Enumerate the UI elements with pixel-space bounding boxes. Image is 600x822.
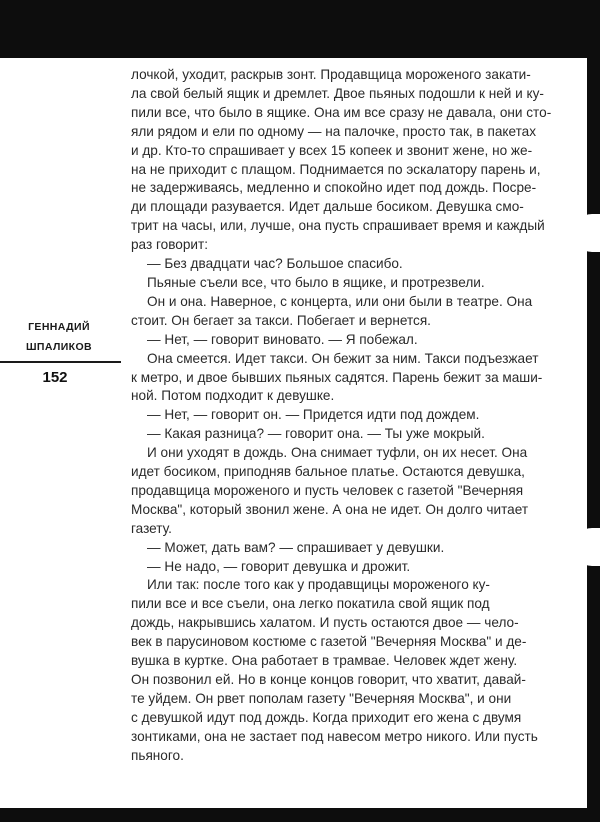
text-line: — Может, дать вам? — спрашивает у девушки. bbox=[147, 539, 445, 555]
text-line: Он позвонил ей. Но в конце концов говорит, что хватит, давай- bbox=[131, 672, 526, 687]
bottom-frame-bar bbox=[0, 808, 600, 822]
text-line: И они уходят в дождь. Она снимает туфли, он их несет. Она bbox=[147, 445, 528, 461]
text-line: раз говорит: bbox=[131, 237, 208, 253]
text-line: к метро, и двое бывших пьяных садятся. Парень бежит за маши- bbox=[131, 369, 543, 385]
text-line: — Нет, — говорит он. — Придется идти под дождем. bbox=[147, 407, 480, 423]
page-number: 152 bbox=[42, 369, 68, 386]
text-line: лочкой, уходит, раскрыв зонт. Продавщица мороженого закати- bbox=[131, 67, 531, 82]
text-line: — Без двадцати час? Большое спасибо. bbox=[147, 256, 403, 272]
page-edge-notch-top bbox=[573, 214, 600, 252]
top-frame-bar bbox=[0, 0, 600, 58]
text-line: яли рядом и ели по одному — на палочке, просто так, в пакетах bbox=[131, 123, 537, 139]
author-last-name: ШПАЛИКОВ bbox=[25, 341, 93, 353]
running-head-rule bbox=[0, 361, 121, 363]
text-line: Москва", который звонил жене. А она не идет. Он долго читает bbox=[131, 501, 529, 517]
text-line: — Нет, — говорит виновато. — Я побежал. bbox=[147, 331, 418, 347]
text-line: зонтиками, она не застает под навесом метро никого. Или пусть bbox=[131, 728, 538, 744]
text-line: с девушкой идут под дождь. Когда приходит его жена с двумя bbox=[131, 709, 522, 725]
author-first-name: ГЕННАДИЙ bbox=[28, 321, 90, 333]
page-edge-notch-bottom bbox=[573, 528, 600, 566]
text-line: Она смеется. Идет такси. Он бежит за ним. Такси подъезжает bbox=[147, 350, 539, 366]
text-line: Пьяные съели все, что было в ящике, и протрезвели. bbox=[147, 274, 485, 290]
text-line: не задерживаясь, медленно и спокойно идет под дождь. Посре- bbox=[131, 180, 537, 196]
text-line: — Какая разница? — говорит она. — Ты уже мокрый. bbox=[147, 426, 485, 442]
text-line: Или так: после того как у продавщицы мороженого ку- bbox=[147, 577, 490, 593]
text-line: газету. bbox=[131, 520, 172, 536]
text-line: ди площади разувается. Идет дальше босиком. Девушка смо- bbox=[131, 199, 524, 215]
text-line: — Не надо, — говорит девушка и дрожит. bbox=[147, 558, 411, 574]
text-line: ной. Потом подходит к девушке. bbox=[131, 388, 335, 404]
body-text bbox=[131, 66, 551, 766]
text-line: продавщица мороженого и пусть человек с газетой "Вечерняя bbox=[131, 482, 524, 498]
text-line: вушка в куртке. Она работает в трамвае. Человек ждет жену. bbox=[131, 653, 518, 669]
text-line: пьяного. bbox=[131, 747, 184, 763]
text-line: дождь, накрывшись халатом. И пусть остаются двое — чело- bbox=[131, 615, 519, 631]
text-line: и др. Кто-то спрашивает у всех 15 копеек и звонит жене, но же- bbox=[131, 142, 533, 158]
text-line: идет босиком, приподняв бальное платье. Остаются девушка, bbox=[131, 464, 525, 480]
right-frame-bar bbox=[587, 0, 600, 822]
text-line: век в парусиновом костюме с газетой "Вечерняя Москва" и де- bbox=[131, 634, 527, 650]
text-line: трит на часы, или, лучше, она пусть спрашивает время и каждый bbox=[131, 218, 545, 234]
text-line: на не приходит с плащом. Поднимается по эскалатору парень и, bbox=[131, 161, 541, 177]
text-line: стоит. Он бегает за такси. Побегает и вернется. bbox=[131, 312, 431, 328]
text-line: пили все и все съели, она легко покатила свой ящик под bbox=[131, 596, 490, 612]
text-line: Он и она. Наверное, с концерта, или они были в театре. Она bbox=[147, 293, 533, 309]
text-line: пили все, что было в ящике. Она им все сразу не давала, они сто- bbox=[131, 104, 552, 120]
text-line: ла свой белый ящик и дремлет. Двое пьяных подошли к ней и ку- bbox=[131, 85, 544, 101]
text-line: те уйдем. Он рвет пополам газету "Вечерняя Москва", и они bbox=[131, 690, 512, 706]
